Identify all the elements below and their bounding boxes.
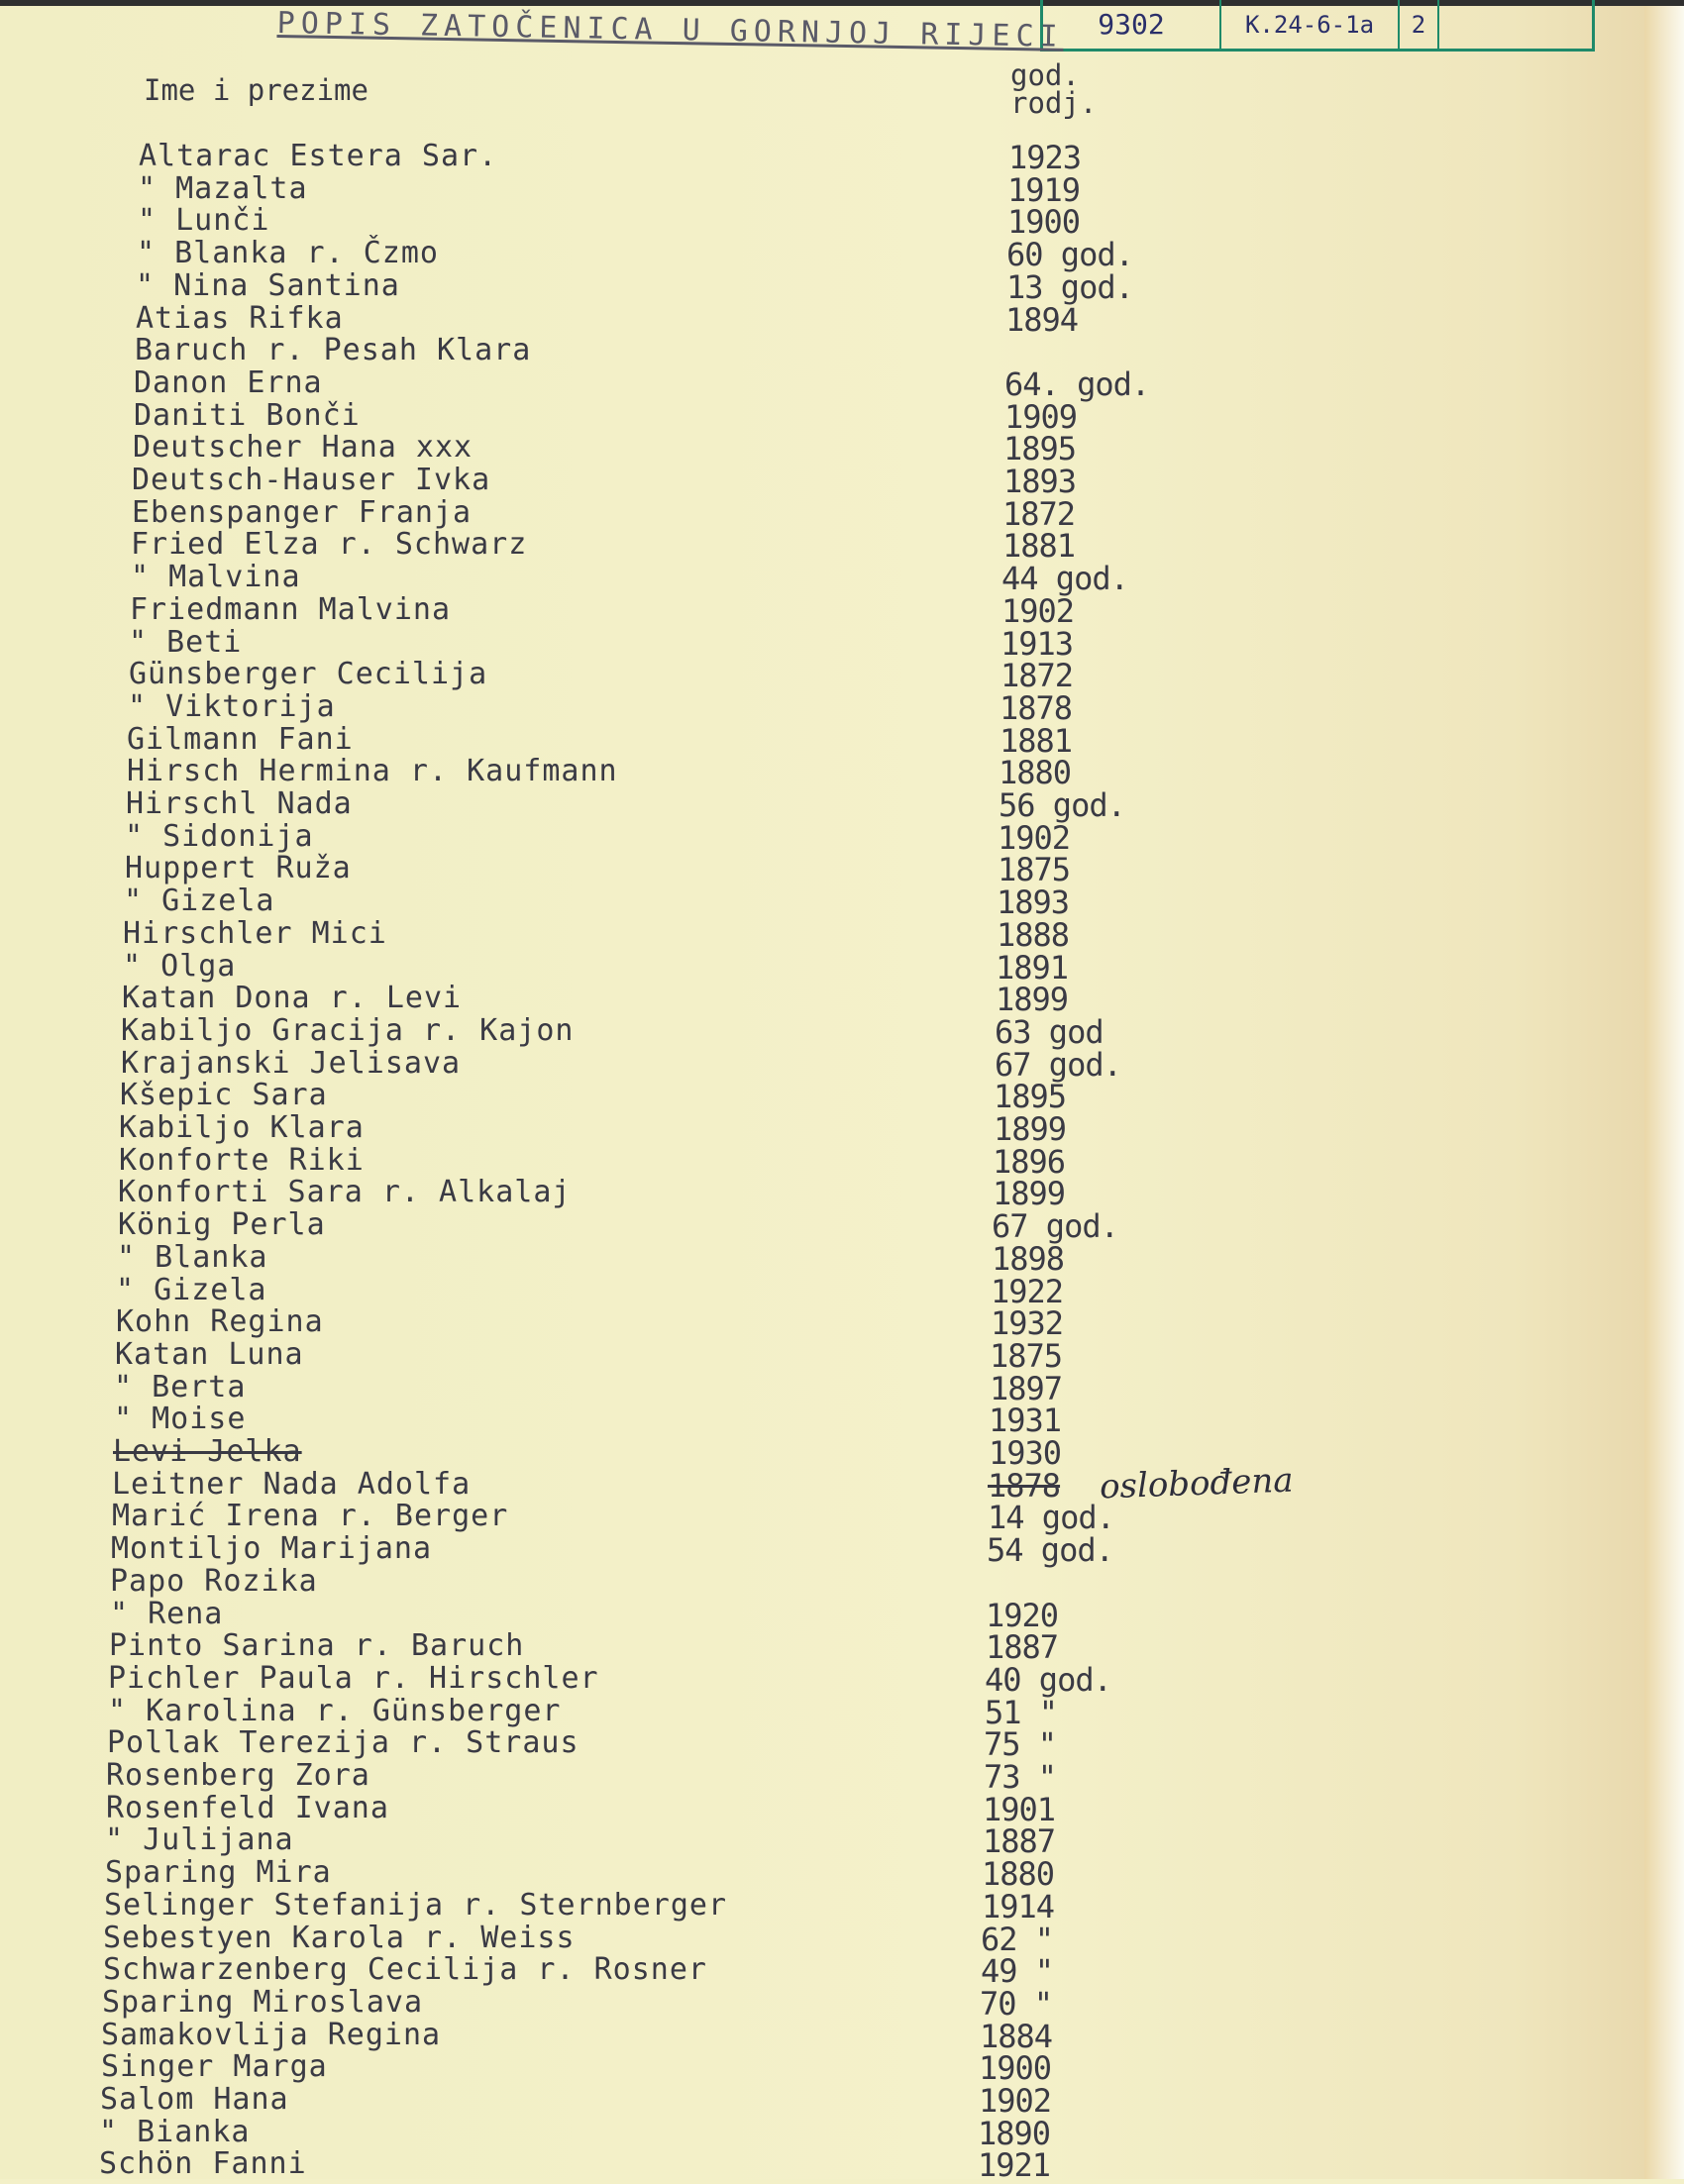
birth-year: 1900 xyxy=(1007,203,1081,242)
list-row xyxy=(0,915,1387,954)
detainee-name: Danon Erna xyxy=(134,364,323,400)
list-row xyxy=(0,624,1387,663)
list-row xyxy=(0,1434,1387,1472)
birth-year: 1922 xyxy=(991,1272,1064,1310)
list-row xyxy=(0,1078,1387,1116)
list-row xyxy=(0,300,1387,339)
detainee-name: Montiljo Marijana xyxy=(111,1531,433,1567)
detainee-name: " Rena xyxy=(110,1596,224,1631)
detainee-name: Kšepic Sara xyxy=(120,1078,328,1113)
list-row xyxy=(0,463,1387,500)
birth-year: 1888 xyxy=(997,915,1070,954)
birth-year: 1890 xyxy=(978,2114,1051,2152)
birth-year: 1899 xyxy=(994,1110,1067,1148)
birth-year: 54 god. xyxy=(987,1531,1113,1570)
birth-year: 49 " xyxy=(981,1952,1054,1991)
birth-year: 1895 xyxy=(1003,430,1077,468)
birth-year: 67 god. xyxy=(995,1045,1121,1084)
detainee-name: Fried Elza r. Schwarz xyxy=(131,527,528,563)
list-row xyxy=(0,1110,1387,1148)
birth-year: 1909 xyxy=(1004,397,1078,436)
list-row xyxy=(0,1304,1387,1343)
list-row xyxy=(0,560,1387,598)
list-row xyxy=(0,1207,1387,1246)
detainee-name: Kabiljo Gracija r. Kajon xyxy=(121,1012,575,1048)
column-header-year-line1: god. xyxy=(1010,58,1080,92)
list-row xyxy=(0,591,1387,630)
detainee-name: Ebenspanger Franja xyxy=(132,494,473,530)
stamp-sheet: 2 xyxy=(1400,0,1439,49)
list-row xyxy=(0,2049,1387,2088)
detainee-name: Leitner Nada Adolfa xyxy=(112,1466,472,1502)
birth-year: 1902 xyxy=(1001,591,1075,630)
list-row xyxy=(0,1790,1387,1828)
detainee-name: " Viktorija xyxy=(128,688,336,724)
list-row xyxy=(0,1531,1387,1570)
detainee-name: Hirschl Nada xyxy=(126,786,353,821)
list-row xyxy=(0,1822,1387,1861)
list-row xyxy=(0,1402,1387,1440)
list-row xyxy=(0,786,1387,824)
detainee-name: Selinger Stefanija r. Sternberger xyxy=(104,1887,728,1923)
birth-year: 1893 xyxy=(1003,463,1077,500)
detainee-name: " Blanka r. Čzmo xyxy=(137,236,439,271)
detainee-name: Atias Rifka xyxy=(136,300,344,336)
detainee-name: Katan Dona r. Levi xyxy=(122,981,463,1016)
list-row xyxy=(0,364,1387,403)
list-row xyxy=(0,1336,1387,1375)
detainee-name: " Moise xyxy=(114,1402,247,1437)
detainee-name: Rosenfeld Ivana xyxy=(106,1790,389,1825)
list-row xyxy=(0,688,1387,727)
list-row xyxy=(0,1369,1387,1407)
detainee-name: " Malvina xyxy=(131,560,301,595)
detainee-name: Samakovlija Regina xyxy=(101,2017,442,2052)
birth-year: 14 god. xyxy=(988,1499,1114,1537)
birth-year: 1902 xyxy=(998,818,1071,857)
detainee-name: Gilmann Fani xyxy=(127,721,354,757)
birth-year: 1887 xyxy=(983,1822,1056,1861)
list-row xyxy=(0,2146,1387,2184)
stamp-signature: K.24-6-1a xyxy=(1221,0,1400,49)
detainee-name: Konforte Riki xyxy=(119,1142,365,1178)
detainee-name: Pollak Terezija r. Straus xyxy=(107,1725,579,1761)
detainee-name: Altarac Estera Sar. xyxy=(139,139,498,173)
birth-year: 1872 xyxy=(1000,657,1074,695)
detainee-name: Rosenberg Zora xyxy=(106,1758,370,1793)
list-row xyxy=(0,397,1387,436)
detainee-name: Deutsch-Hauser Ivka xyxy=(132,463,491,497)
birth-year: 1901 xyxy=(983,1790,1056,1828)
birth-year: 1887 xyxy=(986,1628,1059,1667)
birth-year: 1884 xyxy=(980,2017,1053,2055)
list-row xyxy=(0,1952,1387,1991)
list-row xyxy=(0,851,1387,889)
birth-year: 1893 xyxy=(997,884,1070,922)
birth-year: 73 " xyxy=(984,1758,1057,1796)
detainee-name: " Beti xyxy=(129,624,243,660)
list-row xyxy=(0,1758,1387,1796)
stamp-number: 9302 xyxy=(1043,0,1221,49)
list-row xyxy=(0,1142,1387,1181)
list-row xyxy=(0,1045,1387,1084)
list-row xyxy=(0,1725,1387,1764)
detainee-name: " Sidonija xyxy=(125,818,314,854)
handwritten-annotation: oslobođena xyxy=(1099,1460,1295,1508)
birth-year: 1895 xyxy=(994,1078,1067,1116)
birth-year: 1880 xyxy=(982,1855,1055,1894)
birth-year: 44 god. xyxy=(1001,560,1128,598)
detainee-name: " Nina Santina xyxy=(136,267,400,303)
list-row xyxy=(0,948,1387,987)
detainee-name: Schön Fanni xyxy=(99,2146,307,2182)
birth-year: 60 god. xyxy=(1006,236,1133,274)
list-row xyxy=(0,139,1387,176)
list-row xyxy=(0,754,1387,792)
birth-year: 70 " xyxy=(980,1984,1053,2023)
detainee-name: " Mazalta xyxy=(138,170,308,206)
list-row xyxy=(0,1660,1387,1699)
birth-year: 1923 xyxy=(1008,139,1082,176)
detainee-name: " Julijana xyxy=(105,1822,294,1858)
list-row xyxy=(0,657,1387,695)
birth-year: 1894 xyxy=(1005,300,1079,339)
birth-year: 1880 xyxy=(999,754,1072,792)
detainee-name: Friedmann Malvina xyxy=(130,591,452,627)
list-row xyxy=(0,333,1387,366)
list-row xyxy=(0,1272,1387,1310)
list-row xyxy=(0,1628,1387,1667)
birth-year: 64. god. xyxy=(1004,364,1150,403)
birth-year: 56 god. xyxy=(999,786,1125,824)
detainee-name: Sebestyen Karola r. Weiss xyxy=(103,1920,576,1955)
birth-year: 1931 xyxy=(989,1402,1062,1440)
birth-year: 1878 xyxy=(1000,688,1073,727)
birth-year: 1914 xyxy=(982,1887,1055,1925)
birth-year: 1900 xyxy=(979,2049,1052,2088)
birth-year: 1872 xyxy=(1002,494,1076,533)
detainee-name: Pinto Sarina r. Baruch xyxy=(109,1628,525,1664)
birth-year: 75 " xyxy=(984,1725,1057,1764)
list-row xyxy=(0,1855,1387,1894)
list-row xyxy=(0,2114,1387,2152)
detainee-name: Kohn Regina xyxy=(116,1304,324,1340)
detainee-name: Baruch r. Pesah Klara xyxy=(135,333,532,368)
detainee-name: Deutscher Hana xxx xyxy=(133,430,474,466)
list-row xyxy=(0,1984,1387,2023)
detainee-name: Daniti Bonči xyxy=(134,397,361,433)
birth-year: 1898 xyxy=(992,1239,1065,1278)
detainee-name: " Blanka xyxy=(117,1239,268,1275)
birth-year: 1899 xyxy=(993,1175,1066,1213)
detainee-name: Günsberger Cecilija xyxy=(129,657,488,692)
column-header-year-line2: rodj. xyxy=(1010,86,1098,120)
list-row xyxy=(0,1596,1387,1634)
list-row xyxy=(0,527,1387,566)
birth-year: 1913 xyxy=(1000,624,1074,663)
birth-year: 1919 xyxy=(1007,170,1081,209)
detainee-name: Konforti Sara r. Alkalaj xyxy=(118,1175,572,1210)
birth-year: 63 god xyxy=(995,1012,1104,1051)
birth-year: 1921 xyxy=(978,2146,1051,2184)
detainee-name: Huppert Ruža xyxy=(125,851,352,886)
detainee-name: Hirschler Mici xyxy=(123,915,387,951)
scan-edge xyxy=(1644,0,1684,2179)
birth-year: 62 " xyxy=(981,1920,1054,1958)
detainee-name: " Lunči xyxy=(138,203,270,239)
stamp-empty-cell xyxy=(1439,0,1592,49)
detainee-name: Hirsch Hermina r. Kaufmann xyxy=(127,754,618,789)
archive-stamp xyxy=(1040,0,1595,52)
detainee-name: " Olga xyxy=(123,948,237,984)
list-row xyxy=(0,236,1387,274)
list-row xyxy=(0,1012,1387,1051)
list-row xyxy=(0,2082,1387,2120)
birth-year: 40 god. xyxy=(985,1660,1111,1699)
list-row xyxy=(0,1175,1387,1213)
birth-year: 13 god. xyxy=(1006,267,1133,306)
detainee-name: " Gizela xyxy=(116,1272,267,1307)
birth-year: 1932 xyxy=(991,1304,1064,1343)
birth-year: 1881 xyxy=(1002,527,1076,566)
list-row xyxy=(0,203,1387,242)
list-row xyxy=(0,1920,1387,1958)
list-row xyxy=(0,818,1387,857)
list-row xyxy=(0,1564,1387,1598)
birth-year: 1875 xyxy=(990,1336,1063,1375)
detainee-name: Sparing Miroslava xyxy=(102,1984,424,2020)
detainee-name: Kabiljo Klara xyxy=(119,1110,365,1145)
detainee-name: " Karolina r. Günsberger xyxy=(108,1693,562,1728)
detainee-name: Schwarzenberg Cecilija r. Rosner xyxy=(103,1952,707,1988)
detainee-name: Krajanski Jelisava xyxy=(121,1045,462,1081)
list-row xyxy=(0,1239,1387,1278)
column-header-name: Ime i prezime xyxy=(144,73,368,107)
list-row xyxy=(0,981,1387,1019)
birth-year: 1897 xyxy=(990,1369,1063,1407)
list-row xyxy=(0,721,1387,760)
list-row xyxy=(0,170,1387,209)
birth-year: 1891 xyxy=(996,948,1069,987)
birth-year: 1920 xyxy=(986,1596,1059,1634)
detainee-name: " Berta xyxy=(114,1369,247,1404)
birth-year: 1875 xyxy=(998,851,1071,889)
detainee-name: Singer Marga xyxy=(101,2049,328,2085)
detainee-name: Levi Jelka xyxy=(113,1434,302,1469)
detainee-name: Marić Irena r. Berger xyxy=(112,1499,509,1534)
birth-year: 51 " xyxy=(985,1693,1058,1731)
birth-year: 1878 xyxy=(988,1466,1061,1505)
detainee-name: " Bianka xyxy=(99,2114,251,2149)
detainee-name: Katan Luna xyxy=(115,1336,304,1372)
list-row xyxy=(0,494,1387,533)
list-row xyxy=(0,430,1387,468)
birth-year: 1930 xyxy=(989,1434,1062,1472)
detainee-name: Pichler Paula r. Hirschler xyxy=(108,1660,599,1696)
detainee-name: König Perla xyxy=(118,1207,326,1243)
list-row xyxy=(0,1693,1387,1731)
detainee-name: " Gizela xyxy=(124,884,275,919)
list-row xyxy=(0,884,1387,922)
document-title: POPIS ZATOČENICA U GORNJOJ RIJECI xyxy=(276,6,1064,54)
birth-year: 1881 xyxy=(1000,721,1073,760)
birth-year: 1902 xyxy=(979,2082,1052,2120)
birth-year: 67 god. xyxy=(992,1207,1118,1246)
detainee-name: Salom Hana xyxy=(100,2082,289,2117)
detainee-name: Papo Rozika xyxy=(110,1563,318,1599)
column-header-year xyxy=(1010,58,1098,120)
list-row xyxy=(0,267,1387,306)
birth-year: 1899 xyxy=(996,981,1069,1019)
detainee-name: Sparing Mira xyxy=(105,1855,332,1891)
list-row xyxy=(0,1887,1387,1925)
list-row xyxy=(0,2017,1387,2055)
birth-year: 1896 xyxy=(993,1142,1066,1181)
